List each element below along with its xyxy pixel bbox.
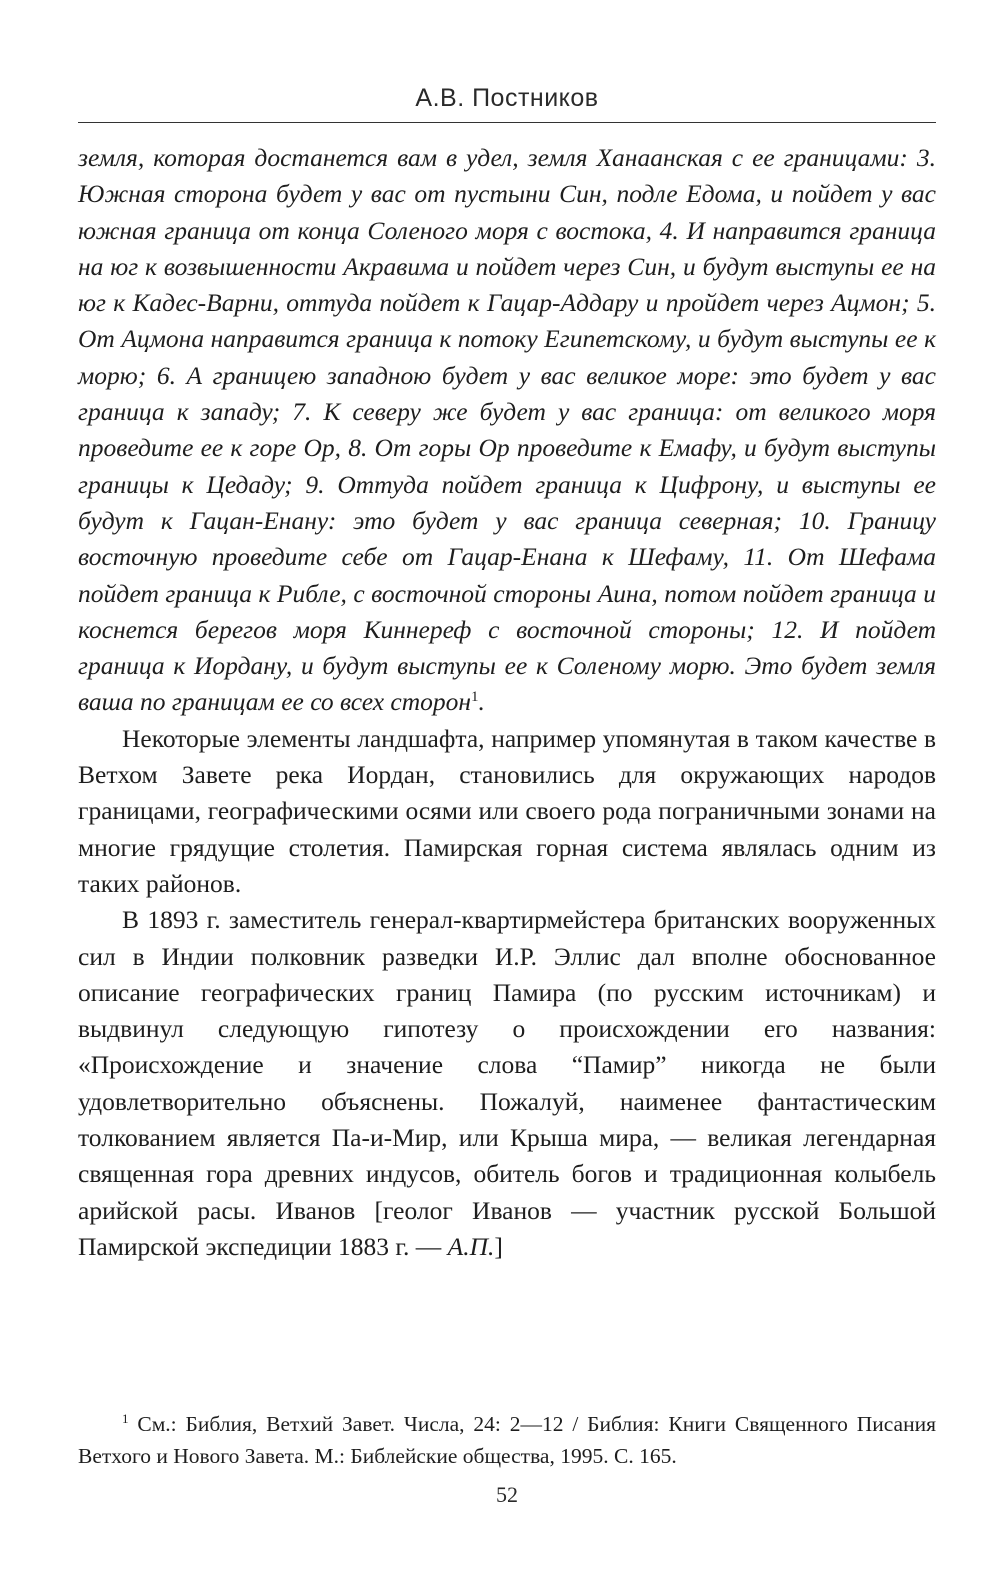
- running-header: [78, 78, 936, 123]
- paragraph-landscape: Некоторые элементы ландшафта, например упомянутая в таком качестве в Ветхом Завете река Иордан, становились для окружающих народов границами, географическими осями или своего рода пограничными зонами на многие грядущие столетия. Памирская горная система являлась одним из таких районов.: [78, 723, 936, 898]
- footnotes: [78, 1408, 936, 1472]
- footnote-marker: 1: [122, 1411, 129, 1426]
- bible-quotation: земля, которая достанется вам в удел, земля Ханаанская с ее границами: 3. Южная сторона будет у вас от пустыни Син, подле Едома, и пойдет у вас южная граница от конца Соленого моря с востока, 4. И направится граница на юг к возвышенности Акравима и пойдет через Син, и будут выступы ее на юг к Кадес-Варни, оттуда пойдет к Гацар-Аддару и пройдет через Ацмон; 5. От Ацмона направится граница к потоку Египетскому, и будут выступы ее к морю; 6. А границею западною будет у вас великое море: это будет у вас граница к западу; 7. К северу же будет у вас граница: от великого моря проведите ее к горе Ор, 8. От горы Ор проведите к Емафу, и будут выступы границы к Цедаду; 9. Оттуда пойдет граница к Цифрону, и выступы ее будут к Гацан-Енану: это будет у вас граница северная; 10. Границу восточную проведите себе от Гацар-Енана к Шефаму, 11. От Шефама пойдет граница к Рибле, с восточной стороны Аина, потом пойдет граница и коснется берегов моря Киннереф с восточной стороны; 12. И пойдет граница к Иордану, и будут выступы ее к Соленому морю. Это будет земля ваша по границам ее со всех сторон$^1$.: [78, 143, 936, 717]
- main-text: [78, 140, 936, 1265]
- author-initials: А.П.: [447, 1231, 495, 1261]
- footnote-text: См.: Библия, Ветхий Завет. Числа, 24: 2—12 / Библия: Книги Священного Писания Ветхого и Нового Завета. М.: Библейские общества, 1995. С. 165.: [78, 1412, 937, 1468]
- page-number: 52: [496, 1482, 518, 1507]
- paragraph-ellis: [78, 902, 936, 1265]
- footnote: [78, 1408, 936, 1472]
- footnote-reference: 1: [471, 689, 479, 706]
- paragraph-ellis-text: В 1893 г. заместитель генерал-квартирмейстера британских вооруженных сил в Индии полковник разведки И.Р. Эллис дал вполне обоснованное описание географических границ Памира (по русским источникам) и выдвинул следующую гипотезу о происхождении его названия: «Происхождение и значение слова “Памир” никогда не были удовлетворительно объяснены. Пожалуй, наименее фантастическим толкованием является Па-и-Мир, или Крыша мира, — великая легендарная священная гора древних индусов, обитель богов и традиционная колыбель арийской расы. Иванов [геолог Иванов — участник русской Большой Памирской экспедиции 1883 г. —: [78, 905, 936, 1261]
- running-title: А.В. Постников: [415, 84, 599, 112]
- quotation-text: земля, которая достанется вам в удел, земля Ханаанская с ее границами: 3. Южная сторона будет у вас от пустыни Син, подле Едома, и пойдет у вас южная граница от конца Соленого моря с востока, 4. И направится граница на юг к возвышенности Акравима и пойдет через Син, и будут выступы ее на юг к Кадес-Варни, оттуда пойдет к Гацар-Аддару и пройдет через Ацмон; 5. От Ацмона направится граница к потоку Египетскому, и будут выступы ее к морю; 6. А границею западною будет у вас великое море: это будет у вас граница к западу; 7. К северу же будет у вас граница: от великого моря проведите ее к горе Ор, 8. От горы Ор проведите к Емафу, и будут выступы границы к Цедаду; 9. Оттуда пойдет граница к Цифрону, и выступы ее будут к Гацан-Енану: это будет у вас граница северная; 10. Границу восточную проведите себе от Гацар-Енана к Шефаму, 11. От Шефама пойдет граница к Рибле, с восточной стороны Аина, потом пойдет граница и коснется берегов моря Киннереф с восточной стороны; 12. И пойдет граница к Иордану, и будут выступы ее к Соленому морю. Это будет земля ваша по границам ее со всех сторон: [78, 143, 936, 717]
- closing-bracket: ]: [494, 1231, 503, 1261]
